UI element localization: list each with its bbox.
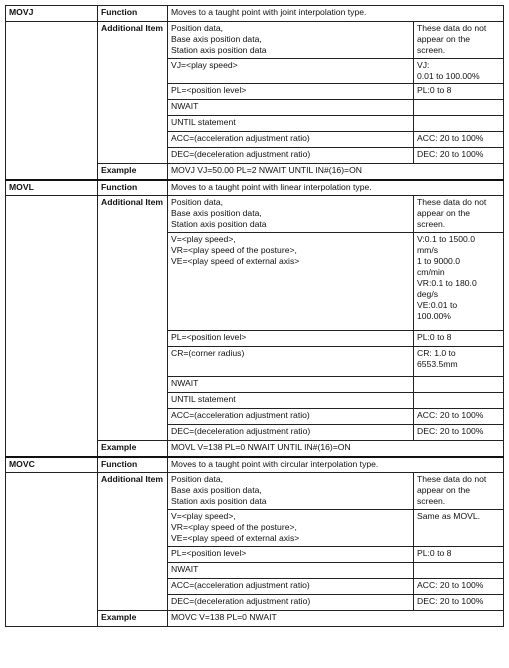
example-text: MOVJ VJ=50.00 PL=2 NWAIT UNTIL IN#(16)=ON	[168, 164, 504, 180]
item-value: PL:0 to 8	[414, 331, 504, 347]
instruction-name-cont	[6, 510, 98, 547]
instruction-name-cont	[6, 100, 98, 116]
example-text: MOVL V=138 PL=0 NWAIT UNTIL IN#(16)=ON	[168, 441, 504, 457]
additional-item-row	[6, 100, 504, 116]
instruction-name-cont	[6, 563, 98, 579]
instruction-name-cont	[6, 425, 98, 441]
instruction-name-cont	[6, 595, 98, 611]
item-parameter: UNTIL statement	[168, 116, 414, 132]
additional-item-row	[6, 510, 504, 547]
instruction-table-body	[6, 6, 504, 627]
additional-item-label-cont	[98, 563, 168, 579]
movj-example-row	[6, 164, 504, 180]
item-value: PL:0 to 8	[414, 84, 504, 100]
additional-item-label-cont	[98, 84, 168, 100]
item-value: DEC: 20 to 100%	[414, 148, 504, 164]
item-parameter: PL=<position level>	[168, 547, 414, 563]
item-parameter: Position data, Base axis position data, Station axis position data	[168, 22, 414, 59]
instruction-name-cont	[6, 393, 98, 409]
additional-item-label-cont	[98, 595, 168, 611]
instruction-name-cont	[6, 331, 98, 347]
movl-example-row	[6, 441, 504, 457]
additional-item-label-cont	[98, 579, 168, 595]
instruction-name-cont	[6, 347, 98, 377]
function-text: Moves to a taught point with circular interpolation type.	[168, 457, 504, 473]
additional-item-label-cont	[98, 547, 168, 563]
item-parameter: Position data, Base axis position data, Station axis position data	[168, 196, 414, 233]
movc-function-row	[6, 457, 504, 473]
additional-item-label-cont	[98, 59, 168, 84]
movl-function-row	[6, 180, 504, 196]
additional-item-label-cont	[98, 132, 168, 148]
instruction-name-cont	[6, 84, 98, 100]
instruction-name-cont	[6, 409, 98, 425]
additional-item-label-cont	[98, 377, 168, 393]
example-label: Example	[98, 441, 168, 457]
item-value: DEC: 20 to 100%	[414, 595, 504, 611]
additional-item-row	[6, 377, 504, 393]
item-value: These data do not appear on the screen.	[414, 473, 504, 510]
function-text: Moves to a taught point with linear interpolation type.	[168, 180, 504, 196]
function-text: Moves to a taught point with joint interpolation type.	[168, 6, 504, 22]
item-value: Same as MOVL.	[414, 510, 504, 547]
additional-item-row	[6, 331, 504, 347]
example-label: Example	[98, 611, 168, 627]
item-value: VJ: 0.01 to 100.00%	[414, 59, 504, 84]
item-parameter: VJ=<play speed>	[168, 59, 414, 84]
item-parameter: PL=<position level>	[168, 331, 414, 347]
additional-item-row	[6, 347, 504, 377]
instruction-name-cont	[6, 611, 98, 627]
additional-item-row	[6, 148, 504, 164]
instruction-name-cont	[6, 59, 98, 84]
item-parameter: V=<play speed>, VR=<play speed of the posture>, VE=<play speed of external axis>	[168, 233, 414, 331]
additional-item-label-cont	[98, 409, 168, 425]
additional-item-label-cont	[98, 116, 168, 132]
instruction-name-cont	[6, 441, 98, 457]
instruction-name-cont	[6, 547, 98, 563]
item-parameter: DEC=(deceleration adjustment ratio)	[168, 595, 414, 611]
instruction-name: MOVJ	[6, 6, 98, 22]
item-parameter: CR=(corner radius)	[168, 347, 414, 377]
additional-item-row	[6, 595, 504, 611]
function-label: Function	[98, 180, 168, 196]
item-value: V:0.1 to 1500.0 mm/s 1 to 9000.0 cm/min VR:0.1 to 180.0 deg/s VE:0.01 to 100.00%	[414, 233, 504, 331]
item-parameter: NWAIT	[168, 563, 414, 579]
additional-item-label-cont	[98, 393, 168, 409]
additional-item-row	[6, 116, 504, 132]
item-parameter: NWAIT	[168, 377, 414, 393]
item-value	[414, 393, 504, 409]
instruction-name-cont	[6, 164, 98, 180]
item-parameter: DEC=(deceleration adjustment ratio)	[168, 425, 414, 441]
additional-item-label-cont	[98, 425, 168, 441]
item-value: ACC: 20 to 100%	[414, 409, 504, 425]
instruction-name-cont	[6, 377, 98, 393]
instruction-name: MOVL	[6, 180, 98, 196]
additional-item-label-cont	[98, 100, 168, 116]
instruction-table	[5, 5, 504, 627]
additional-item-row	[6, 393, 504, 409]
additional-item-row	[6, 563, 504, 579]
instruction-name-cont	[6, 132, 98, 148]
additional-item-label-cont	[98, 233, 168, 331]
additional-item-row	[6, 233, 504, 331]
item-value: ACC: 20 to 100%	[414, 579, 504, 595]
item-parameter: NWAIT	[168, 100, 414, 116]
item-value: PL:0 to 8	[414, 547, 504, 563]
item-parameter: Position data, Base axis position data, Station axis position data	[168, 473, 414, 510]
additional-item-label-cont	[98, 148, 168, 164]
item-parameter: ACC=(acceleration adjustment ratio)	[168, 579, 414, 595]
item-value: ACC: 20 to 100%	[414, 132, 504, 148]
item-value: CR: 1.0 to 6553.5mm	[414, 347, 504, 377]
item-parameter: V=<play speed>, VR=<play speed of the posture>, VE=<play speed of external axis>	[168, 510, 414, 547]
item-parameter: UNTIL statement	[168, 393, 414, 409]
instruction-name-cont	[6, 233, 98, 331]
additional-item-row	[6, 579, 504, 595]
example-text: MOVC V=138 PL=0 NWAIT	[168, 611, 504, 627]
function-label: Function	[98, 6, 168, 22]
additional-item-label-cont	[98, 510, 168, 547]
instruction-name-cont	[6, 22, 98, 59]
instruction-name-cont	[6, 116, 98, 132]
additional-item-row	[6, 196, 504, 233]
instruction-table-page	[5, 5, 503, 660]
additional-item-row	[6, 59, 504, 84]
instruction-name-cont	[6, 579, 98, 595]
item-value	[414, 100, 504, 116]
movj-function-row	[6, 6, 504, 22]
instruction-name-cont	[6, 196, 98, 233]
movc-example-row	[6, 611, 504, 627]
item-value	[414, 116, 504, 132]
additional-item-label: Additional Item	[98, 196, 168, 233]
additional-item-row	[6, 132, 504, 148]
additional-item-row	[6, 425, 504, 441]
additional-item-row	[6, 22, 504, 59]
item-value	[414, 563, 504, 579]
item-parameter: ACC=(acceleration adjustment ratio)	[168, 409, 414, 425]
additional-item-row	[6, 547, 504, 563]
additional-item-label-cont	[98, 347, 168, 377]
instruction-name-cont	[6, 148, 98, 164]
example-label: Example	[98, 164, 168, 180]
additional-item-label: Additional Item	[98, 22, 168, 59]
instruction-name-cont	[6, 473, 98, 510]
function-label: Function	[98, 457, 168, 473]
additional-item-label-cont	[98, 331, 168, 347]
item-value: These data do not appear on the screen.	[414, 22, 504, 59]
item-value: These data do not appear on the screen.	[414, 196, 504, 233]
item-parameter: PL=<position level>	[168, 84, 414, 100]
additional-item-row	[6, 84, 504, 100]
instruction-name: MOVC	[6, 457, 98, 473]
additional-item-label: Additional Item	[98, 473, 168, 510]
additional-item-row	[6, 409, 504, 425]
item-value	[414, 377, 504, 393]
item-parameter: ACC=(acceleration adjustment ratio)	[168, 132, 414, 148]
item-parameter: DEC=(deceleration adjustment ratio)	[168, 148, 414, 164]
item-value: DEC: 20 to 100%	[414, 425, 504, 441]
additional-item-row	[6, 473, 504, 510]
